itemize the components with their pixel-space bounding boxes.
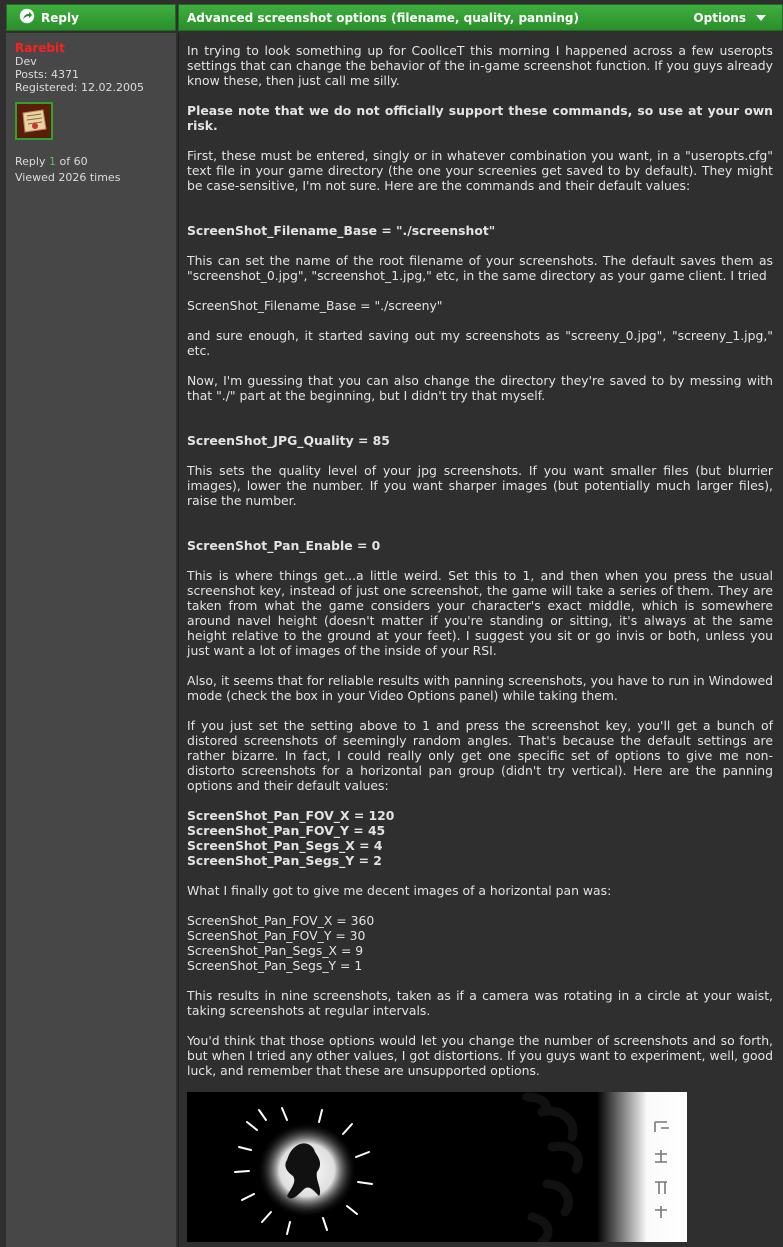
paragraph-nine-screenshots: This results in nine screenshots, taken as if a camera was rotating in a circle at your waist, taking screenshots at regular intervals.	[187, 988, 773, 1018]
paragraph-filename-example: ScreenShot_Filename_Base = "./screeny"	[187, 298, 443, 313]
list-item: ScreenShot_Pan_FOV_X = 360	[187, 913, 375, 928]
paragraph-intro: In trying to look something up for CoolIceT this morning I happened across a few useropts settings that can change the behavior of the in-game screenshot function. If you guys already know these, then just call me silly.	[187, 43, 773, 88]
paragraph-decent-images: What I finally got to give me decent images of a horizontal pan was:	[187, 883, 612, 898]
author-name[interactable]: Rarebit	[15, 41, 65, 55]
paragraph-filename-desc: This can set the name of the root filename of your screenshots. The default saves them as "screenshot_0.jpg", "screenshot_1.jpg," etc, in the same directory as your game client. I tried	[187, 253, 773, 283]
list-item: ScreenShot_Pan_Segs_Y = 2	[187, 853, 382, 868]
author-posts: Posts: 4371	[15, 68, 79, 81]
reply-number-link[interactable]: 1	[48, 155, 56, 168]
post-header-bar	[0, 0, 783, 33]
list-item: ScreenShot_Pan_Segs_X = 9	[187, 943, 364, 958]
options-menu-button[interactable]	[693, 11, 766, 25]
paragraph-filename-result: and sure enough, it started saving out my screenshots as "screeny_0.jpg", "screeny_1.jpg," etc.	[187, 328, 773, 358]
spacer	[187, 208, 773, 223]
options-label: Options	[693, 10, 746, 25]
spacer	[187, 523, 773, 538]
paragraph-directory-note: Now, I'm guessing that you can also change the directory they're saved to by messing with that "./" part at the beginning, but I didn't try that myself.	[187, 373, 773, 403]
paragraph-distortions: You'd think that those options would let you change the number of screenshots and so forth, but when I tried any other values, I got distortions. If you guys want to experiment, well, good luck, and remember that these are unsupported options.	[187, 1033, 773, 1078]
paragraph-pan-desc: This is where things get...a little weird. Set this to 1, and then when you press the usual screenshot key, instead of just one screenshot, the game will take a series of them. They are taken from what the game considers your character's exact middle, which is somewhere around navel height (doesn't matter if you're standing or sitting, it's always at the same height relative to the ground at your feet). I suggest you sit or go invis or both, unless you just want a lot of images of the inside of your RSI.	[187, 568, 773, 658]
paragraph-default-settings: If you just set the setting above to 1 and press the screenshot key, you'll get a bunch of distored screenshots of seemingly random angles. That's because the default settings are rather bizarre. In fact, I could really only get one specific set of options to give me non-distorto screenshots for a horizontal pan group (didn't try vertical). Here are the panning options and their default values:	[187, 718, 773, 793]
paragraph-instructions: First, these must be entered, singly or in whatever combination you want, in a "useropts.cfg" text file in your game directory (the one your screenies get saved to by default). They might be case-sensitive, I'm not sure. Here are the commands and their default values:	[187, 148, 773, 193]
chosen-pan-options-list	[187, 913, 773, 973]
reply-label: Reply	[41, 10, 79, 25]
spacer	[187, 418, 773, 433]
list-item: ScreenShot_Pan_Segs_Y = 1	[187, 958, 363, 973]
heading-jpg-quality: ScreenShot_JPG_Quality = 85	[187, 433, 390, 448]
author-registered: Registered: 12.02.2005	[15, 81, 144, 94]
caret-down-icon	[756, 15, 766, 21]
author-role: Dev	[15, 55, 37, 68]
default-pan-options-list	[187, 808, 773, 868]
reply-count	[15, 152, 167, 171]
thread-title: Advanced screenshot options (filename, quality, panning)	[187, 10, 579, 25]
scroll-icon	[17, 104, 51, 138]
heading-filename-base: ScreenShot_Filename_Base = "./screenshot"	[187, 223, 496, 238]
pan-screenshot-image[interactable]	[187, 1092, 687, 1242]
reply-button[interactable]	[6, 4, 176, 31]
list-item: ScreenShot_Pan_FOV_Y = 45	[187, 823, 386, 838]
post-body	[178, 33, 783, 1247]
avatar[interactable]	[15, 102, 53, 140]
list-item: ScreenShot_Pan_FOV_X = 120	[187, 808, 395, 823]
reply-count-prefix: Reply	[15, 155, 49, 168]
paragraph-windowed-note: Also, it seems that for reliable results with panning screenshots, you have to run in Windowed mode (check the box in your Video Options panel) while taking them.	[187, 673, 773, 703]
thread-title-bar	[178, 4, 783, 31]
paragraph-warning: Please note that we do not officially support these commands, so use at your own risk.	[187, 103, 773, 133]
reply-count-suffix: of 60	[55, 155, 88, 168]
list-item: ScreenShot_Pan_FOV_Y = 30	[187, 928, 366, 943]
view-count: Viewed 2026 times	[15, 171, 121, 184]
reply-arrow-icon	[19, 8, 35, 27]
paragraph-jpg-quality-desc: This sets the quality level of your jpg screenshots. If you want smaller files (but blurrier images), lower the number. If you want sharper images (but potentially much larger files), raise the number.	[187, 463, 773, 508]
heading-pan-enable: ScreenShot_Pan_Enable = 0	[187, 538, 381, 553]
author-sidebar	[6, 33, 176, 1247]
list-item: ScreenShot_Pan_Segs_X = 4	[187, 838, 383, 853]
